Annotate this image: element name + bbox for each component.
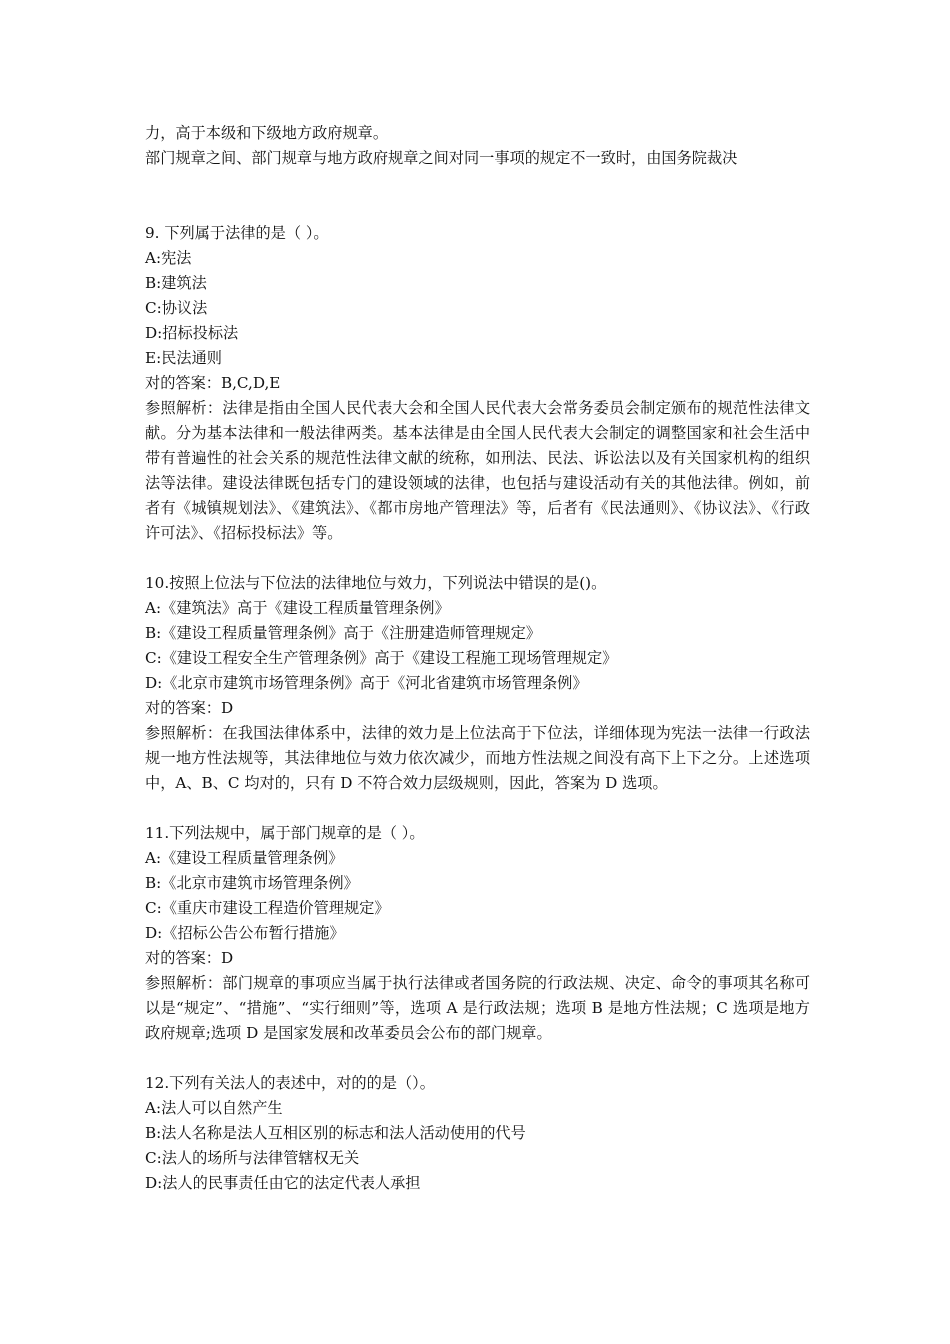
spacer: [145, 1046, 810, 1071]
option-c: C:《重庆市建设工程造价管理规定》: [145, 899, 390, 917]
question-12: [145, 1071, 810, 1196]
spacer: [145, 171, 810, 221]
option-c: C:《建设工程安全生产管理条例》高于《建设工程施工现场管理规定》: [145, 649, 618, 667]
option-b: B:法人名称是法人互相区别的标志和法人活动使用的代号: [145, 1124, 526, 1142]
correct-answer: 对的答案：B,C,D,E: [145, 374, 281, 392]
option-b: B:建筑法: [145, 274, 207, 292]
question-stem: 9. 下列属于法律的是（ ）。: [145, 224, 329, 242]
option-c: C:协议法: [145, 299, 208, 317]
explanation: 参照解析：在我国法律体系中，法律的效力是上位法高于下位法，详细体现为宪法一法律一行政法规一地方性法规等，其法律地位与效力依次减少，而地方性法规之间没有高下上下之分。上述选项中，A、B、C 均对的，只有 D 不符合效力层级规则，因此，答案为 D 选项。: [145, 724, 810, 792]
option-b: B:《建设工程质量管理条例》高于《注册建造师管理规定》: [145, 624, 541, 642]
option-b: B:《北京市建筑市场管理条例》: [145, 874, 359, 892]
question-stem: 11.下列法规中，属于部门规章的是（ ）。: [145, 824, 425, 842]
question-stem: 12.下列有关法人的表述中，对的的是（）。: [145, 1074, 435, 1092]
spacer: [145, 546, 810, 571]
option-c: C:法人的场所与法律管辖权无关: [145, 1149, 360, 1167]
option-a: A:宪法: [145, 249, 192, 267]
correct-answer: 对的答案：D: [145, 949, 234, 967]
option-d: D:《招标公告公布暂行措施》: [145, 924, 345, 942]
intro-line-1: 力，高于本级和下级地方政府规章。: [145, 124, 388, 142]
option-a: A:《建设工程质量管理条例》: [145, 849, 344, 867]
question-11: [145, 821, 810, 1046]
option-d: D:《北京市建筑市场管理条例》高于《河北省建筑市场管理条例》: [145, 674, 588, 692]
option-a: A:《建筑法》高于《建设工程质量管理条例》: [145, 599, 450, 617]
option-d: D:法人的民事责任由它的法定代表人承担: [145, 1174, 421, 1192]
option-e: E:民法通则: [145, 349, 222, 367]
option-a: A:法人可以自然产生: [145, 1099, 283, 1117]
explanation: 参照解析：部门规章的事项应当属于执行法律或者国务院的行政法规、决定、命令的事项其名称可以是“规定”、“措施”、“实行细则”等，选项 A 是行政法规；选项 B 是地方性法规；C 选项是地方政府规章;选项 D 是国家发展和改革委员会公布的部门规章。: [145, 974, 810, 1042]
question-10: [145, 571, 810, 796]
spacer: [145, 796, 810, 821]
option-d: D:招标投标法: [145, 324, 239, 342]
document-page: [145, 121, 810, 1196]
question-stem: 10.按照上位法与下位法的法律地位与效力，下列说法中错误的是()。: [145, 574, 607, 592]
explanation: 参照解析：法律是指由全国人民代表大会和全国人民代表大会常务委员会制定颁布的规范性法律文献。分为基本法律和一般法律两类。基本法律是由全国人民代表大会制定的调整国家和社会生活中带有普遍性的社会关系的规范性法律文献的统称，如刑法、民法、诉讼法以及有关国家机构的组织法等法律。建设法律既包括专门的建设领域的法律，也包括与建设活动有关的其他法律。例如，前者有《城镇规划法》、《建筑法》、《都市房地产管理法》等，后者有《民法通则》、《协议法》、《行政许可法》、《招标投标法》等。: [145, 399, 810, 542]
question-9: [145, 221, 810, 546]
intro-line-2: 部门规章之间、部门规章与地方政府规章之间对同一事项的规定不一致时，由国务院裁决: [145, 149, 738, 167]
correct-answer: 对的答案：D: [145, 699, 234, 717]
